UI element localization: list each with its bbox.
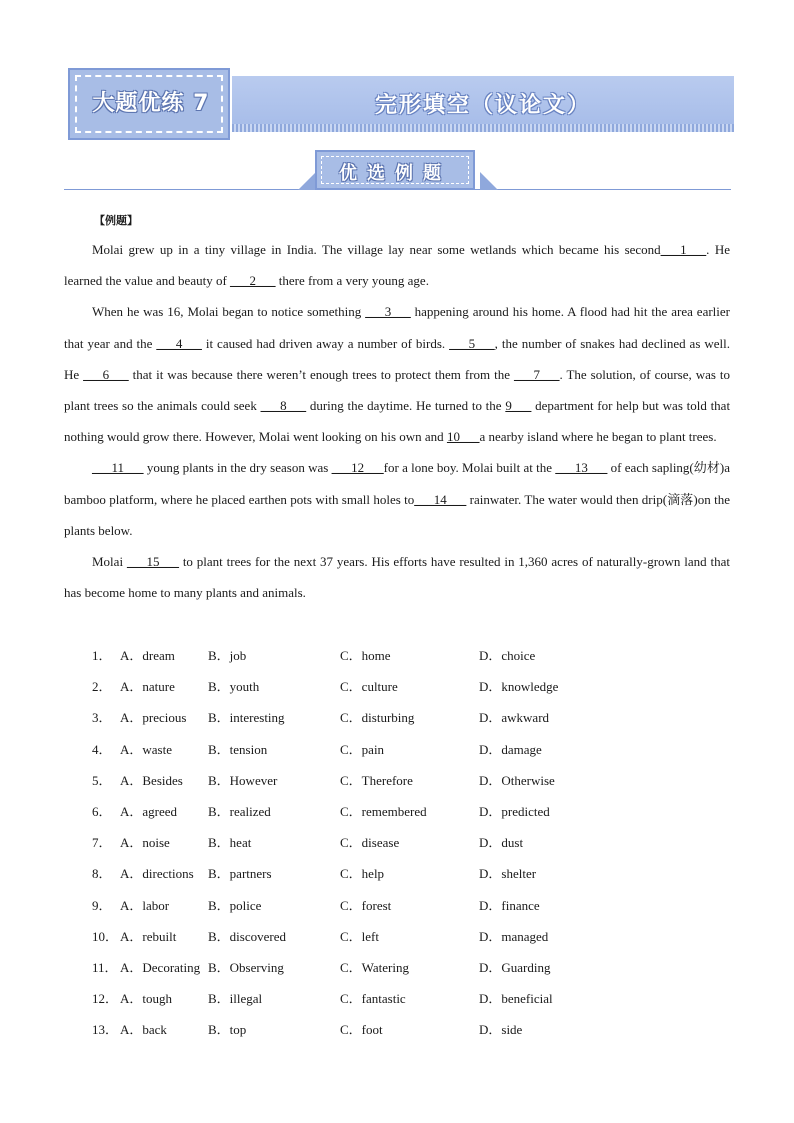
option-a[interactable]: A．rebuilt [120,928,177,944]
blank-12[interactable]: ___12___ [331,460,384,476]
option-a[interactable]: A．precious [120,710,187,726]
option-d[interactable]: D．awkward [479,710,550,726]
option-c[interactable]: C．Therefore [340,772,413,788]
question-number: 10． [92,928,119,944]
option-a[interactable]: A．dream [120,648,175,663]
option-b[interactable]: B．heat [208,835,252,851]
option-row [92,702,732,733]
question-number: 7． [92,835,112,851]
option-a[interactable]: A．agreed [120,803,178,819]
option-a[interactable]: A．waste [120,741,172,757]
paragraph-4: Molai ___15___ to plant trees for the next 37 years. His efforts have resulted in 1,360 acres of naturally-grown land that has become home to many plants and animals. [64,554,731,601]
option-row [92,1014,732,1045]
paragraph-2: When he was 16, Molai began to notice something ___3___ happening around his home. A flood had hit the area earlier that year and the ___4___ it caused had driven away a number of birds. ___5___, the number of snakes had declined as well. He ___6___ that it was because there weren’t enough trees to protect them from the ___7___. The solution, of course, was to plant trees so the animals could seek ___8___ during the daytime. He turned to the 9___ department for help but was told that nothing would grow there. However, Molai went looking on his own and 10___a nearby island where he began to plant trees. [64,304,731,445]
option-b[interactable]: B．discovered [208,928,286,944]
question-number: 6． [92,803,112,819]
option-a[interactable]: A．nature [120,679,175,695]
option-b[interactable]: B．illegal [208,991,263,1007]
option-d[interactable]: D．shelter [479,866,537,882]
question-number: 5． [92,772,112,788]
passage [64,212,730,608]
blank-6[interactable]: ___6___ [83,366,129,382]
option-d[interactable]: D．dust [479,835,524,851]
question-number: 8． [92,866,112,882]
option-c[interactable]: C．remembered [340,803,427,819]
option-b[interactable]: B．police [208,897,262,913]
blank-9[interactable]: 9___ [505,398,532,414]
option-c[interactable]: C．help [340,866,385,882]
option-b[interactable]: B．partners [208,866,272,882]
option-d[interactable]: D．side [479,1022,523,1038]
blank-5[interactable]: ___5___ [449,335,495,351]
option-row [92,983,732,1014]
option-c[interactable]: C．forest [340,897,392,913]
option-row [92,734,732,765]
options-list [92,640,732,1045]
option-b[interactable]: B．interesting [208,710,285,726]
option-c[interactable]: C．disease [340,835,400,851]
option-b[interactable]: B．job [208,648,247,663]
option-row [92,796,732,827]
question-number: 3． [92,710,112,726]
header-banner [68,68,734,142]
option-c[interactable]: C．Watering [340,959,409,975]
section-label: 优选例题 [339,163,451,184]
blank-8[interactable]: ___8___ [260,398,307,414]
option-b[interactable]: B．realized [208,803,271,819]
question-number: 12． [92,991,119,1007]
option-d[interactable]: D．knowledge [479,679,559,695]
option-a[interactable]: A．back [120,1022,167,1038]
option-c[interactable]: C．fantastic [340,991,406,1007]
option-d[interactable]: D．Otherwise [479,772,555,788]
option-a[interactable]: A．Besides [120,772,183,788]
option-a[interactable]: A．tough [120,991,173,1007]
option-row [92,952,732,983]
option-a[interactable]: A．Decorating [120,959,201,975]
blank-2[interactable]: ___2___ [230,273,276,289]
option-b[interactable]: B．However [208,772,278,788]
option-b[interactable]: B．top [208,1022,247,1038]
option-d[interactable]: D．managed [479,928,549,944]
blank-14[interactable]: ___14___ [414,491,467,507]
example-label: 【例题】 [94,214,138,227]
blank-4[interactable]: ___4___ [156,335,202,351]
option-row [92,858,732,889]
option-c[interactable]: C．disturbing [340,710,415,726]
page-title: 完形填空（议论文） [374,93,591,118]
option-row [92,671,732,702]
option-b[interactable]: B．Observing [208,959,284,975]
option-d[interactable]: D．finance [479,897,540,913]
blank-10[interactable]: 10___ [446,429,480,445]
question-number: 1． [92,648,112,663]
blank-3[interactable]: ___3___ [365,304,411,320]
option-row [92,765,732,796]
question-number: 11． [92,959,118,975]
question-number: 2． [92,679,112,695]
option-c[interactable]: C．culture [340,679,398,695]
option-d[interactable]: D．Guarding [479,959,551,975]
blank-11[interactable]: ___11___ [92,460,144,476]
blank-13[interactable]: ___13___ [555,460,608,476]
blank-1[interactable]: ___1___ [660,242,707,257]
question-number: 4． [92,741,112,757]
option-c[interactable]: C．home [340,648,391,663]
option-row [92,921,732,952]
option-d[interactable]: D．choice [479,648,536,663]
option-row [92,890,732,921]
paragraph-1: Molai grew up in a tiny village in India. The village lay near some wetlands which became his second___1___. He learned the value and beauty of ___2___ there from a very young age. [64,242,730,289]
section-badge [298,150,498,192]
blank-15[interactable]: ___15___ [126,554,179,570]
option-row [92,827,732,858]
header-tag: 大题优练 7 [92,91,210,116]
option-c[interactable]: C．foot [340,1022,383,1038]
paragraph-3: ___11___ young plants in the dry season was ___12___for a lone boy. Molai built at the ___13___ of each sapling(幼材)a bamboo platform, where he placed earthen pots with small holes to___14___ rainwater. The water would then drip(滴落)on the plants below. [64,460,731,538]
question-number: 9． [92,897,112,913]
option-b[interactable]: B．youth [208,679,260,695]
option-d[interactable]: D．beneficial [479,991,553,1007]
question-number: 13． [92,1022,119,1038]
blank-7[interactable]: ___7___ [513,366,560,382]
option-row [92,640,732,671]
option-d[interactable]: D．predicted [479,803,550,819]
option-d[interactable]: D．damage [479,741,542,757]
option-c[interactable]: C．pain [340,741,385,757]
option-a[interactable]: A．noise [120,835,170,851]
option-a[interactable]: A．labor [120,897,170,913]
option-a[interactable]: A．directions [120,866,194,882]
option-b[interactable]: B．tension [208,741,268,757]
option-c[interactable]: C．left [340,928,379,944]
